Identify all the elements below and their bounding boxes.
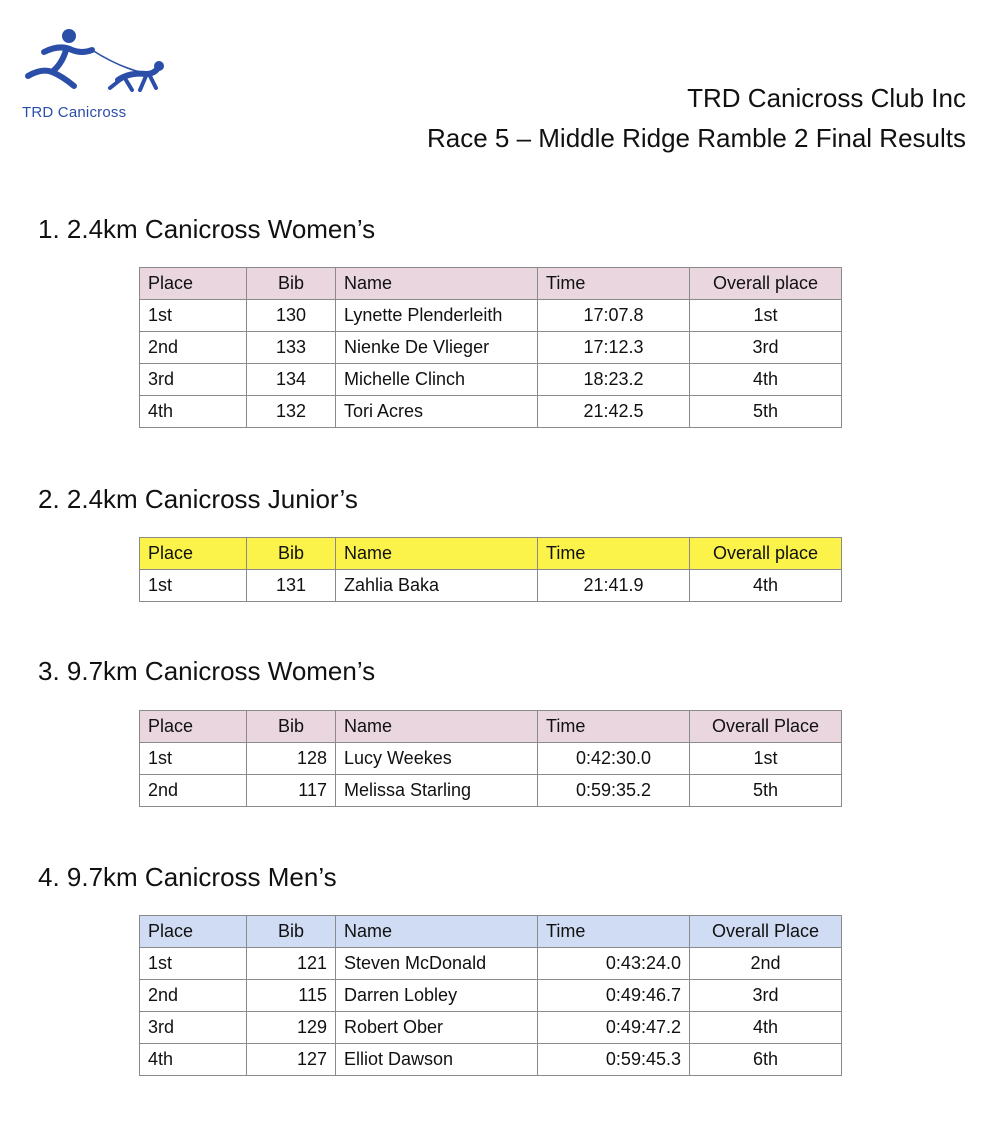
- time-cell: 0:59:45.3: [538, 1044, 690, 1076]
- overall-place-cell: 1st: [690, 743, 842, 775]
- col-header-time: Time: [538, 538, 690, 570]
- place-cell: 4th: [140, 1044, 247, 1076]
- col-header-place: Place: [140, 268, 247, 300]
- overall-place-cell: 4th: [690, 364, 842, 396]
- results-table-juniors-2-4km: [139, 537, 842, 602]
- overall-place-cell: 1st: [690, 300, 842, 332]
- time-cell: 0:42:30.0: [538, 743, 690, 775]
- time-cell: 18:23.2: [538, 364, 690, 396]
- club-logo: [22, 28, 172, 128]
- time-cell: 0:59:35.2: [538, 775, 690, 807]
- overall-place-cell: 5th: [690, 396, 842, 428]
- runner-and-dog-icon: [22, 28, 172, 108]
- overall-place-cell: 5th: [690, 775, 842, 807]
- results-table-women-2-4km: [139, 267, 842, 428]
- col-header-place: Place: [140, 916, 247, 948]
- table-row: [140, 948, 842, 980]
- col-header-overall-place: Overall place: [690, 268, 842, 300]
- table-row: [140, 743, 842, 775]
- bib-cell: 129: [247, 1012, 336, 1044]
- race-title: Race 5 – Middle Ridge Ramble 2 Final Results: [426, 123, 966, 153]
- time-cell: 17:12.3: [538, 332, 690, 364]
- table-row: [140, 332, 842, 364]
- col-header-overall-place: Overall Place: [690, 916, 842, 948]
- name-cell: Lucy Weekes: [336, 743, 538, 775]
- club-name: TRD Canicross Club Inc: [687, 83, 966, 113]
- table-row: [140, 775, 842, 807]
- time-cell: 17:07.8: [538, 300, 690, 332]
- overall-place-cell: 3rd: [690, 332, 842, 364]
- time-cell: 21:41.9: [538, 570, 690, 602]
- section-title-men-9-7km: 4. 9.7km Canicross Men’s: [38, 862, 337, 892]
- document-header: [427, 78, 966, 158]
- place-cell: 3rd: [140, 364, 247, 396]
- place-cell: 1st: [140, 743, 247, 775]
- overall-place-cell: 6th: [690, 1044, 842, 1076]
- place-cell: 4th: [140, 396, 247, 428]
- name-cell: Robert Ober: [336, 1012, 538, 1044]
- table-row: [140, 364, 842, 396]
- table-header-row: [140, 916, 842, 948]
- time-cell: 0:43:24.0: [538, 948, 690, 980]
- col-header-time: Time: [538, 916, 690, 948]
- overall-place-cell: 4th: [690, 1012, 842, 1044]
- col-header-place: Place: [140, 538, 247, 570]
- col-header-time: Time: [538, 268, 690, 300]
- col-header-name: Name: [336, 538, 538, 570]
- table-header-row: [140, 711, 842, 743]
- bib-cell: 131: [247, 570, 336, 602]
- bib-cell: 130: [247, 300, 336, 332]
- table-row: [140, 396, 842, 428]
- table-header-row: [140, 268, 842, 300]
- bib-cell: 134: [247, 364, 336, 396]
- overall-place-cell: 4th: [690, 570, 842, 602]
- table-row: [140, 1044, 842, 1076]
- bib-cell: 115: [247, 980, 336, 1012]
- name-cell: Darren Lobley: [336, 980, 538, 1012]
- name-cell: Steven McDonald: [336, 948, 538, 980]
- section-title-women-9-7km: 3. 9.7km Canicross Women’s: [38, 656, 376, 686]
- name-cell: Tori Acres: [336, 396, 538, 428]
- name-cell: Michelle Clinch: [336, 364, 538, 396]
- time-cell: 21:42.5: [538, 396, 690, 428]
- table-row: [140, 980, 842, 1012]
- table-header-row: [140, 538, 842, 570]
- place-cell: 1st: [140, 570, 247, 602]
- section-title-women-2-4km: 1. 2.4km Canicross Women’s: [38, 214, 376, 244]
- table-row: [140, 570, 842, 602]
- overall-place-cell: 2nd: [690, 948, 842, 980]
- bib-cell: 133: [247, 332, 336, 364]
- place-cell: 2nd: [140, 775, 247, 807]
- col-header-bib: Bib: [247, 711, 336, 743]
- bib-cell: 117: [247, 775, 336, 807]
- col-header-bib: Bib: [247, 538, 336, 570]
- place-cell: 3rd: [140, 1012, 247, 1044]
- table-row: [140, 1012, 842, 1044]
- name-cell: Melissa Starling: [336, 775, 538, 807]
- logo-text: TRD Canicross: [22, 104, 127, 121]
- bib-cell: 132: [247, 396, 336, 428]
- name-cell: Zahlia Baka: [336, 570, 538, 602]
- col-header-overall-place: Overall Place: [690, 711, 842, 743]
- col-header-name: Name: [336, 711, 538, 743]
- results-table-men-9-7km: [139, 915, 842, 1076]
- table-row: [140, 300, 842, 332]
- place-cell: 2nd: [140, 980, 247, 1012]
- overall-place-cell: 3rd: [690, 980, 842, 1012]
- name-cell: Nienke De Vlieger: [336, 332, 538, 364]
- section-title-juniors-2-4km: 2. 2.4km Canicross Junior’s: [38, 484, 358, 514]
- col-header-overall-place: Overall place: [690, 538, 842, 570]
- name-cell: Lynette Plenderleith: [336, 300, 538, 332]
- col-header-name: Name: [336, 916, 538, 948]
- place-cell: 2nd: [140, 332, 247, 364]
- time-cell: 0:49:46.7: [538, 980, 690, 1012]
- bib-cell: 127: [247, 1044, 336, 1076]
- bib-cell: 121: [247, 948, 336, 980]
- place-cell: 1st: [140, 948, 247, 980]
- bib-cell: 128: [247, 743, 336, 775]
- col-header-bib: Bib: [247, 916, 336, 948]
- col-header-name: Name: [336, 268, 538, 300]
- col-header-time: Time: [538, 711, 690, 743]
- name-cell: Elliot Dawson: [336, 1044, 538, 1076]
- col-header-bib: Bib: [247, 268, 336, 300]
- col-header-place: Place: [140, 711, 247, 743]
- place-cell: 1st: [140, 300, 247, 332]
- results-table-women-9-7km: [139, 710, 842, 807]
- time-cell: 0:49:47.2: [538, 1012, 690, 1044]
